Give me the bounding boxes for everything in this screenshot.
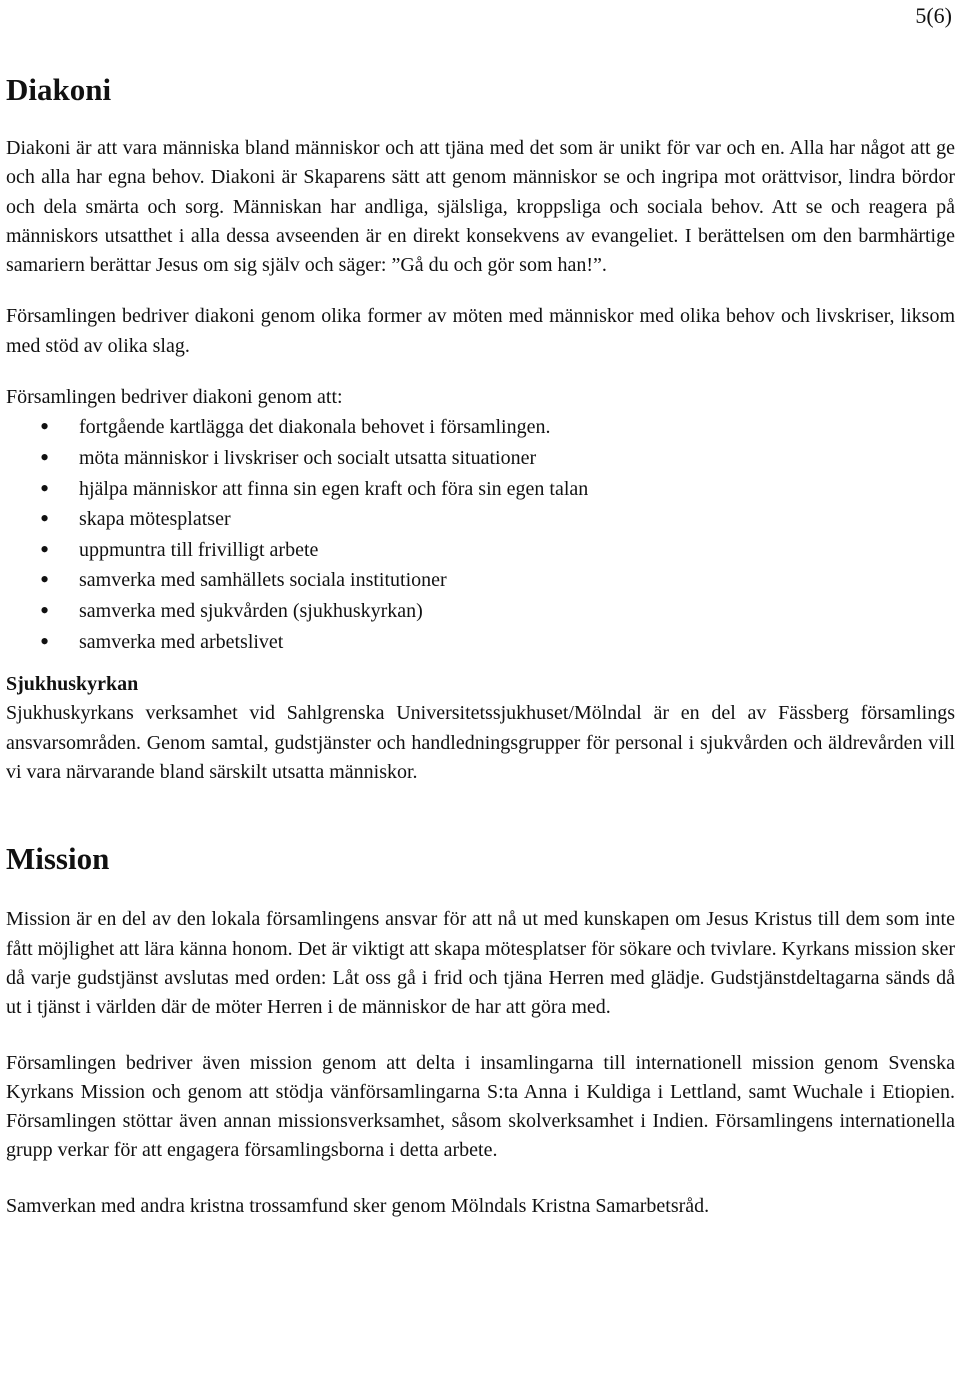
list-item: • samverka med arbetslivet	[6, 627, 955, 658]
list-item: • uppmuntra till frivilligt arbete	[6, 535, 955, 566]
subheading-sjukhuskyrkan: Sjukhuskyrkan	[6, 673, 139, 696]
sjukhuskyrkan-paragraph: Sjukhuskyrkans verksamhet vid Sahlgrenska Universitetssjukhuset/Mölndal är en del av Fässberg församlings ansvarsområden. Genom samtal, gudstjänster och handledningsgrupper för personal i sjukvården och äldrevården vill vi vara närvarande bland särskilt utsatta människor.	[6, 702, 955, 784]
list-item: • hjälpa människor att finna sin egen kraft och föra sin egen talan	[6, 474, 955, 505]
mission-paragraph-3: Samverkan med andra kristna trossamfund sker genom Mölndals Kristna Samarbetsråd.	[6, 1194, 710, 1217]
section-title-diakoni: Diakoni	[6, 72, 112, 107]
document-body	[6, 70, 955, 1221]
list-item: • samverka med samhällets sociala institutioner	[6, 565, 955, 596]
diakoni-forms-paragraph: Församlingen bedriver diakoni genom olika former av möten med människor med olika behov och livskriser, liksom med stöd av olika slag.	[6, 305, 955, 357]
list-item: • möta människor i livskriser och socialt utsatta situationer	[6, 443, 955, 474]
diakoni-bullet-list	[6, 412, 955, 657]
mission-paragraph-1: Mission är en del av den lokala församlingens ansvar för att nå ut med kunskapen om Jesus Kristus till dem som inte fått möjlighet att lära känna honom. Det är viktigt att skapa mötesplatser för sökare och tvivlare. Kyrkans mission sker då varje gudstjänst avslutas med orden: Låt oss gå i frid och tjäna Herren med glädje. Gudstjänstdeltagarna sänds då ut i tjänst i världen där de möter Herren i de människor de har att göra med.	[6, 908, 955, 1019]
mission-paragraph-2: Församlingen bedriver även mission genom att delta i insamlingarna till internationell mission genom Svenska Kyrkans Mission och genom att stödja vänförsamlingarna S:ta Anna i Kuldiga i Lettland, samt Wuchale i Etiopien. Församlingen stöttar även annan missionsverksamhet, såsom skolverksamhet i Indien. Församlingens internationella grupp verkar för att engagera församlingsborna i detta arbete.	[6, 1051, 955, 1162]
list-item: • samverka med sjukvården (sjukhuskyrkan)	[6, 596, 955, 627]
diakoni-list-intro: Församlingen bedriver diakoni genom att:	[6, 386, 343, 409]
section-title-mission: Mission	[6, 841, 110, 877]
page-number: 5(6)	[915, 3, 952, 28]
list-item: • fortgående kartlägga det diakonala behovet i församlingen.	[6, 412, 955, 443]
list-item: • skapa mötesplatser	[6, 504, 955, 535]
diakoni-intro-paragraph: Diakoni är att vara människa bland människor och att tjäna med det som är unikt för var och en. Alla har något att ge och alla har egna behov. Diakoni är Skaparens sätt att genom människor se och ingripa mot orättvisor, lindra bördor och dela smärta och sorg. Människan har andliga, själsliga, kroppsliga och sociala behov. Att se och reagera på människors utsatthet i alla dessa avseenden är en direkt konsekvens av evangeliet. I berättelsen om den barmhärtige samariern berättar Jesus om sig själv och säger: ”Gå du och gör som han!”.	[6, 137, 955, 277]
